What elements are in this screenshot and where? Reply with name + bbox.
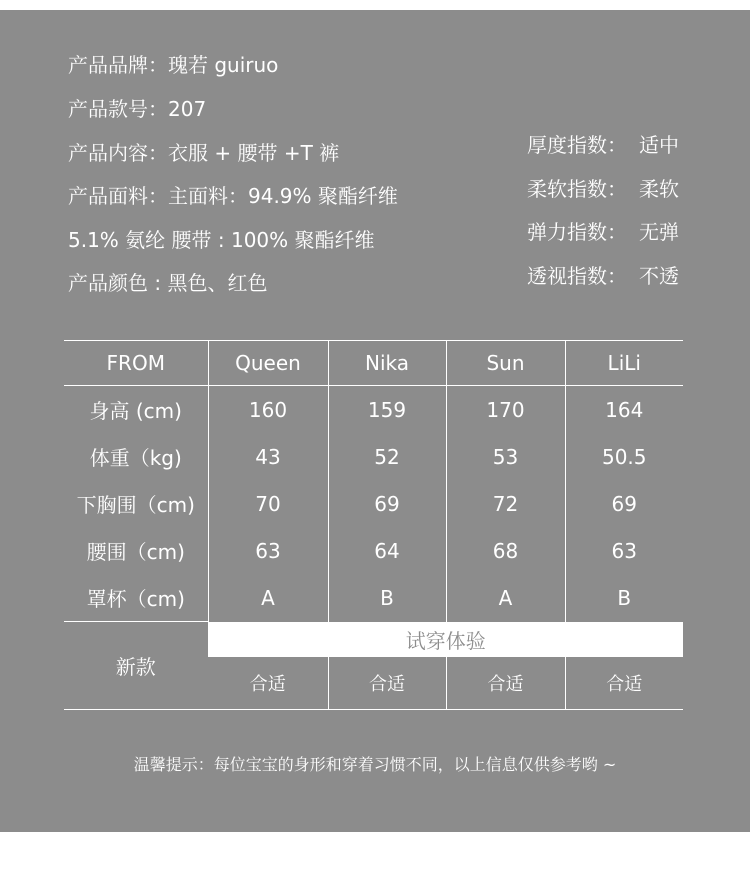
- trial-result-cell: 合适: [446, 657, 565, 710]
- index-label: 柔软指数：: [527, 177, 627, 201]
- spec-fabric: 产品面料：主面料：94.9% 聚酯纤维: [68, 184, 398, 208]
- spec-brand: 产品品牌：瑰若 guiruo: [68, 53, 279, 77]
- table-row: [64, 574, 683, 622]
- table-row: [64, 433, 683, 480]
- table-cell: 63: [208, 527, 328, 574]
- spec-style-number: 产品款号：207: [68, 97, 207, 121]
- index-label: 弹力指数：: [527, 220, 627, 244]
- table-cell: 53: [446, 433, 565, 480]
- row-label: 体重（kg): [89, 446, 182, 470]
- header-model-sun: Sun: [446, 341, 565, 386]
- index-value: 适中: [639, 133, 679, 157]
- table-cell: 170: [446, 386, 565, 434]
- table-cell: 72: [446, 480, 565, 527]
- table-row: [64, 480, 683, 527]
- index-thickness: [527, 132, 679, 158]
- index-value: 无弹: [639, 220, 679, 244]
- table-cell: 64: [328, 527, 446, 574]
- row-label: 罩杯（cm): [86, 587, 185, 611]
- spec-fabric-continued: 5.1% 氨纶 腰带 : 100% 聚酯纤维: [68, 228, 375, 252]
- header-model-lili: LiLi: [565, 341, 683, 386]
- header-model-nika: Nika: [328, 341, 446, 386]
- table-cell: 164: [565, 386, 683, 434]
- index-value: 不透: [639, 264, 679, 288]
- spec-contents: 产品内容：衣服 + 腰带 +T 裤: [68, 141, 340, 165]
- index-value: 柔软: [639, 177, 679, 201]
- info-panel: [0, 10, 750, 832]
- index-label: 厚度指数：: [527, 133, 627, 157]
- trial-result-cell: 合适: [565, 657, 683, 710]
- table-cell: A: [208, 574, 328, 622]
- table-cell: 159: [328, 386, 446, 434]
- table-row: [64, 386, 683, 434]
- table-cell: 69: [328, 480, 446, 527]
- table-cell: 43: [208, 433, 328, 480]
- index-elasticity: [527, 219, 679, 245]
- trial-result-cell: 合适: [328, 657, 446, 710]
- table-cell: B: [565, 574, 683, 622]
- table-cell: A: [446, 574, 565, 622]
- table-cell: 69: [565, 480, 683, 527]
- table-cell: B: [328, 574, 446, 622]
- trial-title: 试穿体验: [208, 622, 683, 657]
- table-cell: 68: [446, 527, 565, 574]
- header-from: FROM: [64, 341, 208, 386]
- spec-colors: 产品颜色 : 黑色、红色: [68, 271, 268, 295]
- size-table: [64, 340, 683, 710]
- index-softness: [527, 176, 679, 202]
- row-label: 下胸围（cm): [76, 493, 195, 517]
- table-cell: 160: [208, 386, 328, 434]
- trial-header-row: [64, 622, 683, 657]
- reminder-note: 温馨提示：每位宝宝的身形和穿着习惯不同，以上信息仅供参考哟 ~: [133, 755, 617, 774]
- table-cell: 50.5: [565, 433, 683, 480]
- header-model-queen: Queen: [208, 341, 328, 386]
- index-transparency: [527, 263, 679, 289]
- table-header-row: [64, 341, 683, 386]
- table-cell: 52: [328, 433, 446, 480]
- table-row: [64, 527, 683, 574]
- trial-result-cell: 合适: [208, 657, 328, 710]
- new-style-label: 新款: [64, 622, 208, 710]
- index-label: 透视指数：: [527, 264, 627, 288]
- row-label: 腰围（cm): [86, 540, 185, 564]
- row-label: 身高 (cm): [89, 399, 182, 423]
- table-cell: 70: [208, 480, 328, 527]
- table-cell: 63: [565, 527, 683, 574]
